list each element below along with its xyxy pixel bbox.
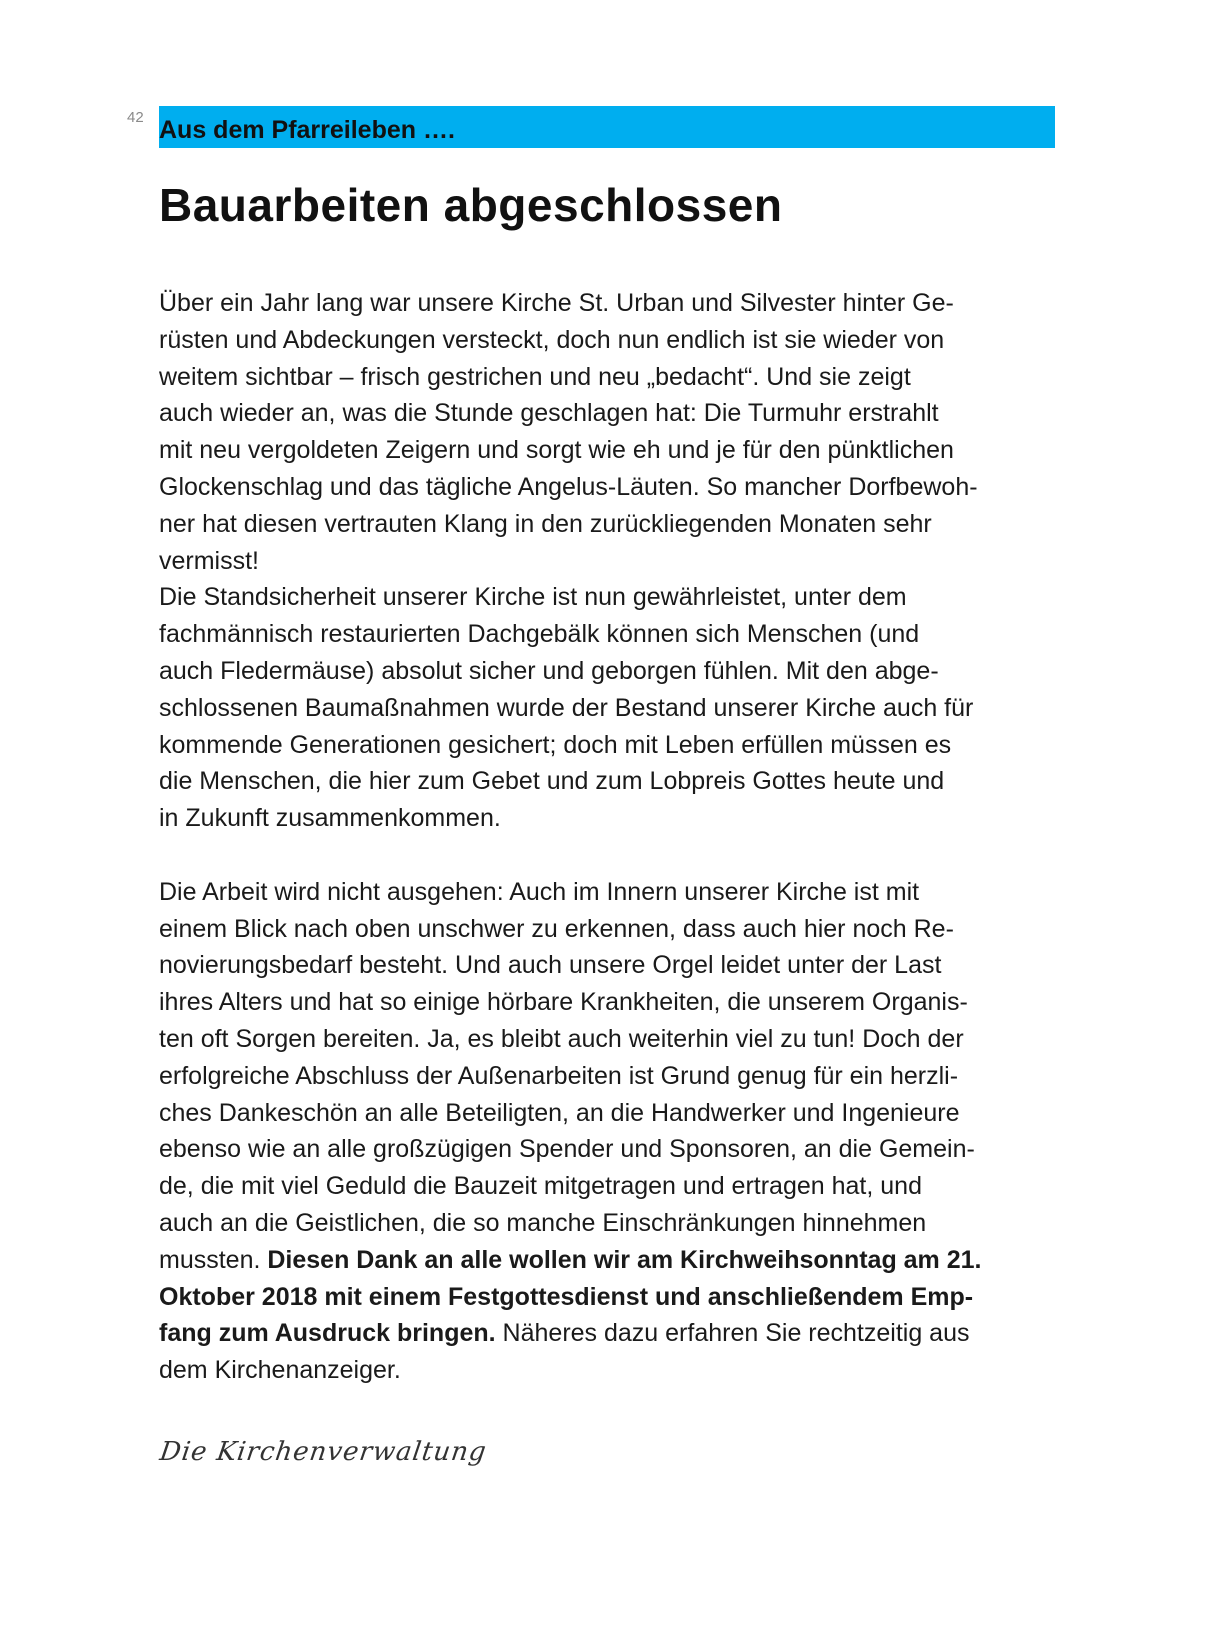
text-line: Die Standsicherheit unserer Kirche ist nun gewährleistet, unter dem [159,583,907,612]
text-normal: Näheres dazu erfahren Sie rechtzeitig aus [495,1319,970,1348]
text-line: Glockenschlag und das tägliche Angelus-Läuten. So mancher Dorfbewoh- [159,472,978,501]
article-body [159,285,1059,1389]
text-bold: fang zum Ausdruck bringen. [159,1319,496,1348]
text-line: auch Fledermäuse) absolut sicher und geborgen fühlen. Mit den abge- [159,656,939,685]
text-line: mit neu vergoldeten Zeigern und sorgt wie eh und je für den pünktlichen [159,436,954,465]
text-line: in Zukunft zusammenkommen. [159,804,501,833]
signature: Die Kirchenverwaltung [157,1437,489,1467]
paragraph-2 [159,874,1059,1242]
article-headline: Bauarbeiten abgeschlossen [159,179,783,231]
text-line: ten oft Sorgen bereiten. Ja, es bleibt auch weiterhin viel zu tun! Doch der [159,1024,964,1053]
text-line: Die Arbeit wird nicht ausgehen: Auch im Innern unserer Kirche ist mit [159,877,920,906]
text-line: einem Blick nach oben unschwer zu erkennen, dass auch hier noch Re- [159,914,954,943]
text-line: erfolgreiche Abschluss der Außenarbeiten ist Grund genug für ein herzli- [159,1061,959,1090]
text-normal: mussten. [159,1245,268,1274]
text-line: vermisst! [159,546,259,575]
paragraph-1 [159,285,1059,837]
text-line: novierungsbedarf besteht. Und auch unsere Orgel leidet unter der Last [159,951,942,980]
text-line: auch an die Geistlichen, die so manche Einschränkungen hinnehmen [159,1208,927,1237]
text-line: kommende Generationen gesichert; doch mit Leben erfüllen müssen es [159,730,952,759]
text-line: ihres Alters und hat so einige hörbare Krankheiten, die unserem Organis- [159,988,968,1017]
text-line: auch wieder an, was die Stunde geschlagen hat: Die Turmuhr erstrahlt [159,399,939,428]
text-line: weitem sichtbar – frisch gestrichen und neu „bedacht“. Und sie zeigt [159,362,911,391]
text-line: Oktober 2018 mit einem Festgottesdienst und anschließendem Emp- [159,1282,974,1311]
text-line [159,1242,1059,1279]
text-line: schlossenen Baumaßnahmen wurde der Bestand unserer Kirche auch für [159,693,974,722]
text-line: ner hat diesen vertrauten Klang in den zurückliegenden Monaten sehr [159,509,932,538]
page-number: 42 [127,109,144,126]
text-line: ebenso wie an alle großzügigen Spender und Sponsoren, an die Gemein- [159,1135,975,1164]
text-line: Über ein Jahr lang war unsere Kirche St. Urban und Silvester hinter Ge- [159,289,954,317]
text-line [159,1315,1059,1352]
text-line: rüsten und Abdeckungen versteckt, doch nun endlich ist sie wieder von [159,325,945,354]
text-bold: Diesen Dank an alle wollen wir am Kirchweihsonntag am 21. [267,1245,982,1274]
text-line: dem Kirchenanzeiger. [159,1356,401,1385]
section-title: Aus dem Pfarreileben …. [159,116,455,144]
text-line: de, die mit viel Geduld die Bauzeit mitgetragen und ertragen hat, und [159,1172,922,1201]
text-line: ches Dankeschön an alle Beteiligten, an die Handwerker und Ingenieure [159,1098,960,1127]
text-line: die Menschen, die hier zum Gebet und zum Lobpreis Gottes heute und [159,767,945,796]
text-line: fachmännisch restaurierten Dachgebälk können sich Menschen (und [159,620,920,649]
paragraph-spacer [159,837,1059,874]
